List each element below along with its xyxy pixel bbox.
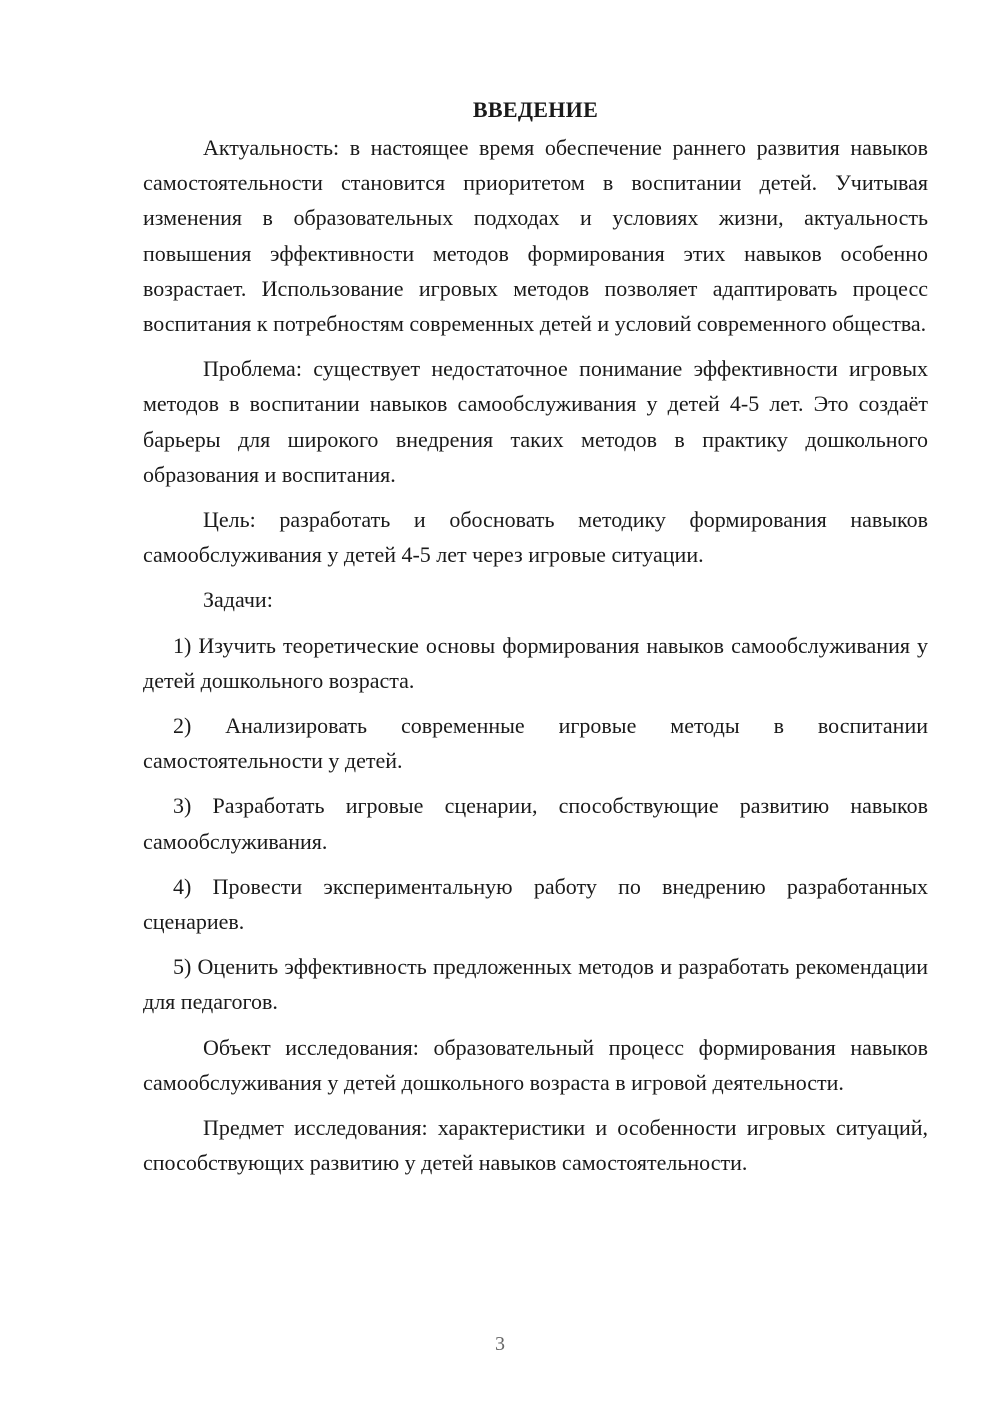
- tasks-heading: Задачи:: [203, 587, 273, 613]
- relevance-paragraph: Актуальность: в настоящее время обеспечение раннего развития навыков самостоятельности становится приоритетом в воспитании детей. Учитывая изменения в образовательных подходах и условиях жизни, актуальность повышения эффективности методов формирования этих навыков особенно возрастает. Использование игровых методов позволяет адаптировать процесс воспитания к потребностям современных детей и условий современного общества.: [143, 135, 928, 337]
- document-title: ВВЕДЕНИЕ: [472, 97, 599, 122]
- page-number: 3: [495, 1333, 505, 1355]
- problem-paragraph: Проблема: существует недостаточное понимание эффективности игровых методов в воспитании навыков самообслуживания у детей 4-5 лет. Это создаёт барьеры для широкого внедрения таких методов в практику дошкольного образования и воспитания.: [143, 356, 928, 487]
- task-item-3: 3) Разработать игровые сценарии, способствующие развитию навыков самообслуживания.: [143, 793, 928, 854]
- task-item-4: 4) Провести экспериментальную работу по внедрению разработанных сценариев.: [143, 873, 928, 935]
- subject-paragraph: Предмет исследования: характеристики и особенности игровых ситуаций, способствующих развитию у детей навыков самостоятельности.: [143, 1115, 928, 1176]
- task-item-5: 5) Оценить эффективность предложенных методов и разработать рекомендации для педагогов.: [143, 954, 928, 1015]
- object-paragraph: Объект исследования: образовательный процесс формирования навыков самообслуживания у детей дошкольного возраста в игровой деятельности.: [143, 1034, 928, 1095]
- task-item-1: 1) Изучить теоретические основы формирования навыков самообслуживания у детей дошкольного возраста.: [143, 632, 928, 693]
- task-item-2: 2) Анализировать современные игровые методы в воспитании самостоятельности у детей.: [143, 713, 928, 774]
- goal-paragraph: Цель: разработать и обосновать методику формирования навыков самообслуживания у детей 4-5 лет через игровые ситуации.: [143, 507, 928, 568]
- document-page: [143, 92, 928, 1180]
